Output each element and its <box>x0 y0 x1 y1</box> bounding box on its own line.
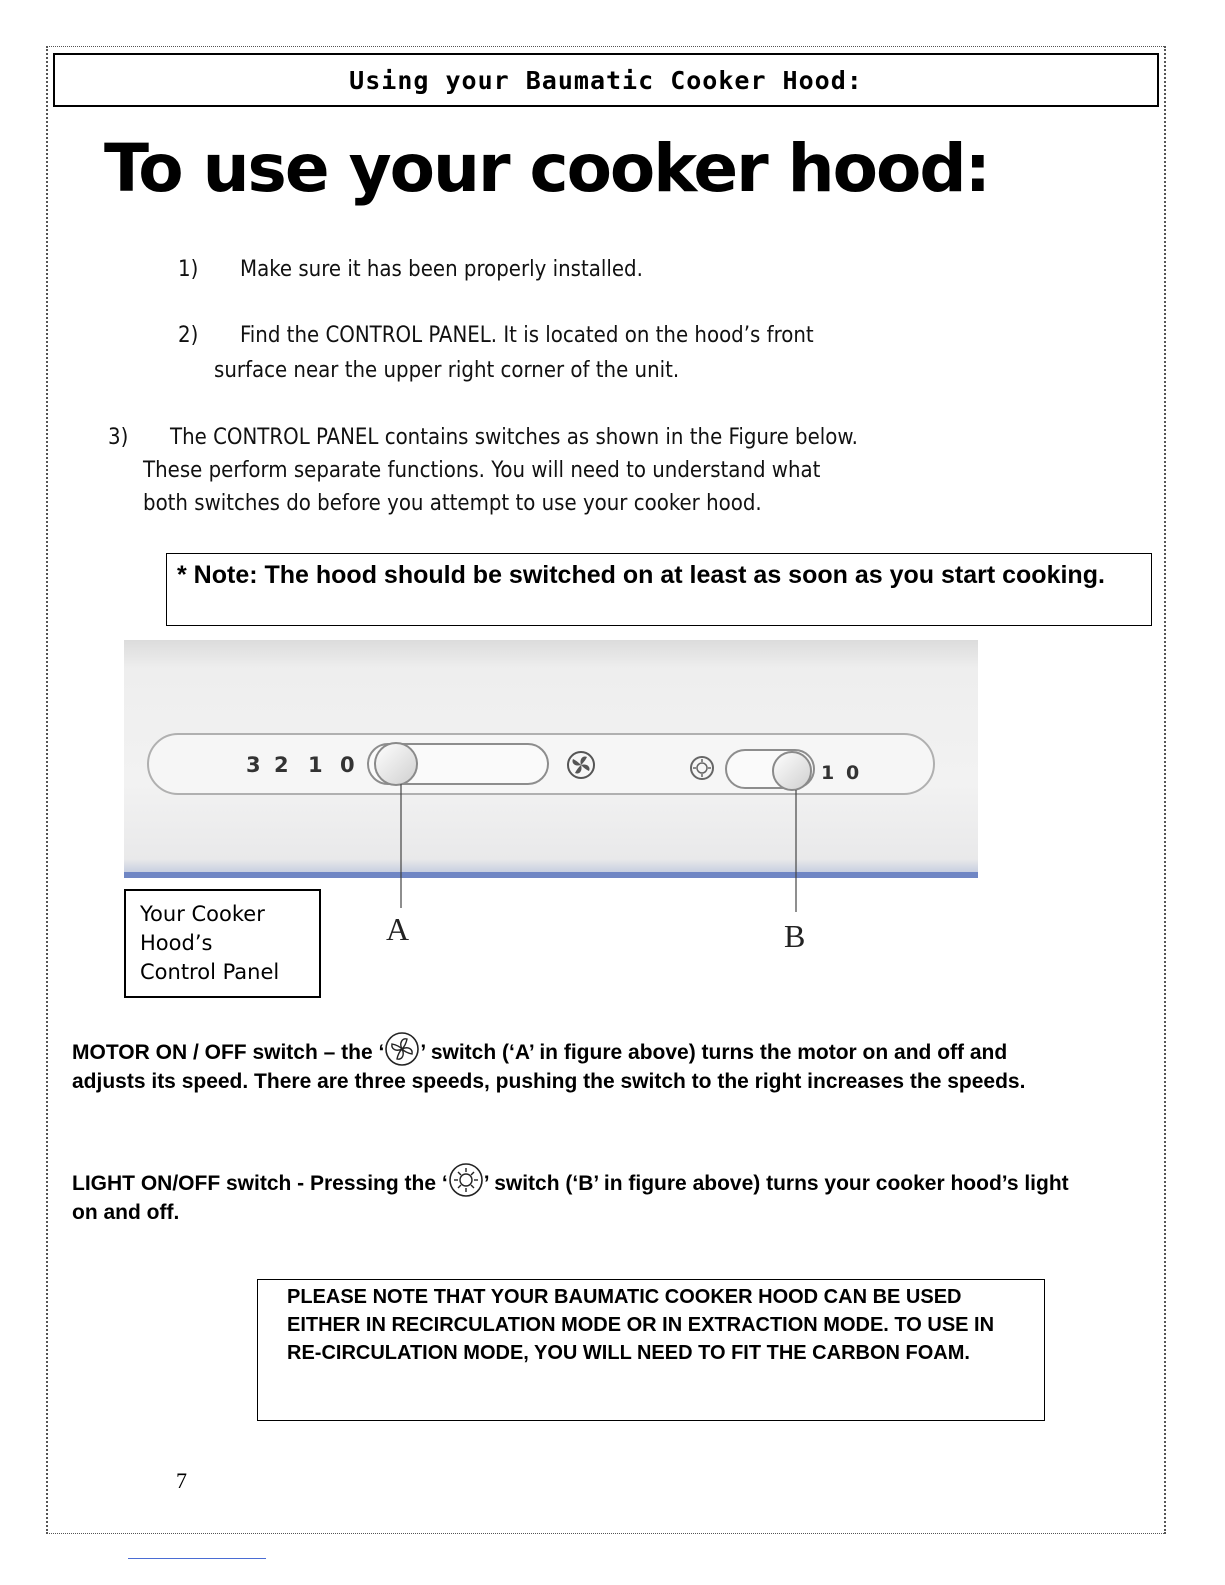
motor-desc-part2: ’ switch (‘A’ in figure above) turns the motor on and off and adjusts its speed. There are three speeds, pushing the switch to the right increases the speeds. <box>72 1041 1026 1093</box>
light-bulb-icon <box>448 1162 484 1198</box>
motor-scale-1: 1 <box>308 753 323 777</box>
step-3-text-line3: both switches do before you attempt to use your cooker hood. <box>143 491 762 516</box>
motor-desc-part1: MOTOR ON / OFF switch – the ‘ <box>72 1041 385 1064</box>
step-3-text-line1: The CONTROL PANEL contains switches as shown in the Figure below. <box>170 425 858 450</box>
step-3-text-line2: These perform separate functions. You will need to understand what <box>143 458 821 483</box>
footer-link-line <box>128 1558 266 1559</box>
step-3-number: 3) <box>108 425 129 450</box>
light-switch-description <box>72 1162 1072 1227</box>
page-number: 7 <box>176 1468 187 1493</box>
step-1-number: 1) <box>178 257 199 282</box>
motor-scale-3: 3 <box>246 753 261 777</box>
caption-line-1: Your Cooker <box>140 902 265 926</box>
step-2-text-line2: surface near the upper right corner of the unit. <box>214 358 680 383</box>
light-scale-1: 1 <box>821 762 835 784</box>
label-a: A <box>386 911 410 947</box>
page-title: To use your cooker hood: <box>104 130 989 207</box>
motor-scale-0: 0 <box>340 753 355 777</box>
caption-line-3: Control Panel <box>140 960 280 984</box>
motor-switch-description <box>72 1031 1072 1096</box>
recirculation-note: PLEASE NOTE THAT YOUR BAUMATIC COOKER HOOD CAN BE USED EITHER IN RECIRCULATION MODE OR IN EXTRACTION MODE. TO USE IN RE-CIRCULATION MODE, YOU WILL NEED TO FIT THE CARBON FOAM. <box>257 1279 1045 1421</box>
step-1-text: Make sure it has been properly installed. <box>240 257 643 282</box>
step-3 <box>108 425 858 450</box>
section-header-title: Using your Baumatic Cooker Hood: <box>349 65 863 95</box>
caption-line-2: Hood’s <box>140 931 213 955</box>
step-1 <box>178 257 643 282</box>
step-2-number: 2) <box>178 323 199 348</box>
motor-scale-2: 2 <box>274 753 289 777</box>
section-header <box>53 53 1159 107</box>
step-2 <box>178 323 814 348</box>
light-desc-part2: ’ switch (‘B’ in figure above) turns your cooker hood’s light on and off. <box>72 1172 1069 1224</box>
step-2-text-line1: Find the CONTROL PANEL. It is located on the hood’s front <box>240 323 814 348</box>
figure-caption <box>124 889 321 998</box>
cooking-note: * Note: The hood should be switched on at least as soon as you start cooking. <box>166 553 1152 626</box>
motor-switch-knob[interactable] <box>375 743 417 785</box>
fan-icon <box>384 1031 420 1067</box>
label-b: B <box>784 918 806 954</box>
light-switch-knob[interactable] <box>773 752 811 790</box>
light-scale-0: 0 <box>846 762 860 784</box>
light-desc-part1: LIGHT ON/OFF switch - Pressing the ‘ <box>72 1172 448 1195</box>
